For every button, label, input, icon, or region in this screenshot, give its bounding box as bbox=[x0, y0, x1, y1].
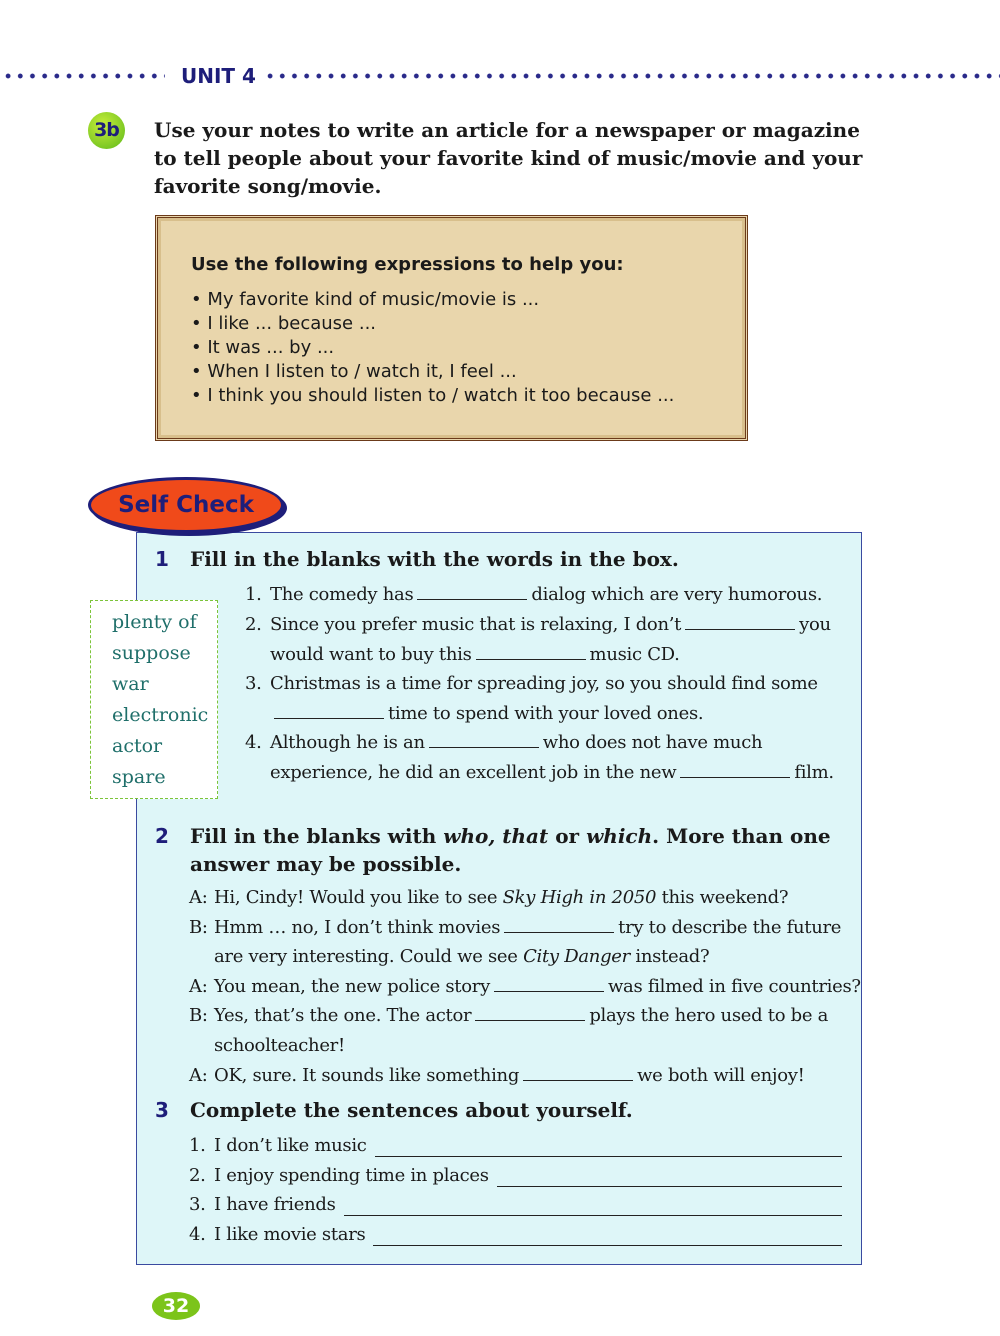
exercise-line bbox=[214, 1165, 489, 1186]
line-text: I have friends bbox=[214, 1194, 336, 1215]
unit-title: UNIT 4 bbox=[181, 64, 256, 88]
line-text: this weekend? bbox=[656, 887, 789, 908]
heading-text: or bbox=[548, 824, 587, 848]
self-check-badge: Self Check bbox=[88, 477, 284, 533]
item-number: B: bbox=[189, 1005, 208, 1026]
item-number: A: bbox=[189, 887, 208, 908]
line-text: music CD. bbox=[589, 644, 680, 665]
word-box bbox=[90, 600, 218, 799]
exercise-line bbox=[270, 644, 680, 665]
section-number: 1 bbox=[155, 547, 169, 571]
expression-item: • It was ... by ... bbox=[191, 337, 335, 358]
line-text: was filmed in five countries? bbox=[607, 976, 861, 997]
answer-line[interactable] bbox=[373, 1244, 842, 1246]
title-italic: City Danger bbox=[523, 946, 630, 967]
line-text: plays the hero used to be a bbox=[589, 1005, 829, 1026]
dotted-rule bbox=[2, 72, 165, 80]
answer-blank[interactable] bbox=[494, 977, 604, 992]
section-number: 2 bbox=[155, 824, 169, 848]
exercise-line bbox=[214, 917, 841, 938]
exercise-line bbox=[270, 614, 831, 635]
line-text: Christmas is a time for spreading joy, so you should find some bbox=[270, 673, 818, 694]
item-number: 3. bbox=[245, 673, 262, 694]
word-option: spare bbox=[112, 766, 166, 788]
line-text: schoolteacher! bbox=[214, 1035, 345, 1056]
line-text: who does not have much bbox=[542, 732, 763, 753]
item-number: 1. bbox=[245, 584, 262, 605]
word-option: suppose bbox=[112, 642, 191, 664]
answer-line[interactable] bbox=[344, 1214, 842, 1216]
word-option: actor bbox=[112, 735, 163, 757]
heading-italic: which bbox=[586, 824, 653, 848]
word-option: plenty of bbox=[112, 611, 197, 633]
section-heading-line2: answer may be possible. bbox=[190, 852, 462, 876]
section-heading: Complete the sentences about yourself. bbox=[190, 1098, 633, 1122]
expression-item: • When I listen to / watch it, I feel ... bbox=[191, 361, 517, 382]
item-number: 3. bbox=[189, 1194, 206, 1215]
page-number: 32 bbox=[152, 1292, 200, 1320]
expression-item: • I like ... because ... bbox=[191, 313, 377, 334]
item-number: 4. bbox=[189, 1224, 206, 1245]
line-text: would want to buy this bbox=[270, 644, 472, 665]
exercise-line bbox=[214, 1194, 336, 1215]
line-text: try to describe the future bbox=[618, 917, 842, 938]
line-text: Yes, that’s the one. The actor bbox=[214, 1005, 472, 1026]
exercise-line bbox=[270, 762, 834, 783]
line-text: OK, sure. It sounds like something bbox=[214, 1065, 520, 1086]
exercise-line bbox=[214, 976, 861, 997]
exercise-line bbox=[270, 673, 818, 694]
item-number: 4. bbox=[245, 732, 262, 753]
heading-text: Fill in the blanks with bbox=[190, 824, 444, 848]
answer-blank[interactable] bbox=[504, 918, 614, 933]
item-number: A: bbox=[189, 976, 208, 997]
line-text: The comedy has bbox=[270, 584, 414, 605]
dotted-rule bbox=[264, 72, 1000, 80]
exercise-line bbox=[214, 1135, 367, 1156]
answer-blank[interactable] bbox=[274, 704, 384, 719]
line-text: I enjoy spending time in places bbox=[214, 1165, 489, 1186]
title-italic: Sky High in 2050 bbox=[502, 887, 657, 908]
item-number: B: bbox=[189, 917, 208, 938]
exercise-line bbox=[214, 1224, 365, 1245]
exercise-line bbox=[270, 584, 822, 605]
answer-line[interactable] bbox=[497, 1185, 842, 1187]
expression-item: • My favorite kind of music/movie is ... bbox=[191, 289, 540, 310]
exercise-line bbox=[214, 946, 709, 967]
heading-italic: who, that bbox=[443, 824, 549, 848]
line-text: I like movie stars bbox=[214, 1224, 366, 1245]
section-heading: Fill in the blanks with the words in the box. bbox=[190, 547, 679, 571]
line-text: you bbox=[799, 614, 831, 635]
line-text: Since you prefer music that is relaxing, I don’t bbox=[270, 614, 682, 635]
item-number: 2. bbox=[245, 614, 262, 635]
answer-blank[interactable] bbox=[429, 733, 539, 748]
answer-blank[interactable] bbox=[685, 615, 795, 630]
line-text: I don’t like music bbox=[214, 1135, 367, 1156]
exercise-line bbox=[214, 1005, 828, 1026]
line-text: Hi, Cindy! Would you like to see bbox=[214, 887, 503, 908]
answer-blank[interactable] bbox=[680, 763, 790, 778]
line-text: Although he is an bbox=[270, 732, 425, 753]
line-text: dialog which are very humorous. bbox=[531, 584, 823, 605]
line-text: we both will enjoy! bbox=[637, 1065, 805, 1086]
answer-blank[interactable] bbox=[523, 1066, 633, 1081]
line-text: You mean, the new police story bbox=[214, 976, 490, 997]
section-heading bbox=[190, 824, 831, 848]
word-option: war bbox=[112, 673, 149, 695]
item-number: A: bbox=[189, 1065, 208, 1086]
line-text: experience, he did an excellent job in the new bbox=[270, 762, 677, 783]
answer-line[interactable] bbox=[375, 1155, 842, 1157]
exercise-line bbox=[214, 1035, 345, 1056]
expressions-heading: Use the following expressions to help you: bbox=[191, 254, 624, 275]
line-text: time to spend with your loved ones. bbox=[388, 703, 704, 724]
task-badge: 3b bbox=[88, 112, 125, 149]
word-option: electronic bbox=[112, 704, 209, 726]
answer-blank[interactable] bbox=[475, 1006, 585, 1021]
item-number: 1. bbox=[189, 1135, 206, 1156]
expressions-box bbox=[155, 215, 748, 441]
exercise-line bbox=[214, 1065, 805, 1086]
answer-blank[interactable] bbox=[417, 585, 527, 600]
heading-text: . More than one bbox=[652, 824, 831, 848]
line-text: are very interesting. Could we see bbox=[214, 946, 524, 967]
exercise-line bbox=[270, 703, 703, 724]
answer-blank[interactable] bbox=[476, 645, 586, 660]
line-text: film. bbox=[794, 762, 834, 783]
line-text: Hmm … no, I don’t think movies bbox=[214, 917, 501, 938]
section-number: 3 bbox=[155, 1098, 169, 1122]
exercise-line bbox=[214, 887, 788, 908]
task-instruction: Use your notes to write an article for a newspaper or magazine to tell people about your favorite kind of music/movie and your favorite song/movie. bbox=[154, 118, 863, 198]
line-text: instead? bbox=[629, 946, 710, 967]
item-number: 2. bbox=[189, 1165, 206, 1186]
exercise-line bbox=[270, 732, 762, 753]
expression-item: • I think you should listen to / watch it too because ... bbox=[191, 385, 675, 406]
